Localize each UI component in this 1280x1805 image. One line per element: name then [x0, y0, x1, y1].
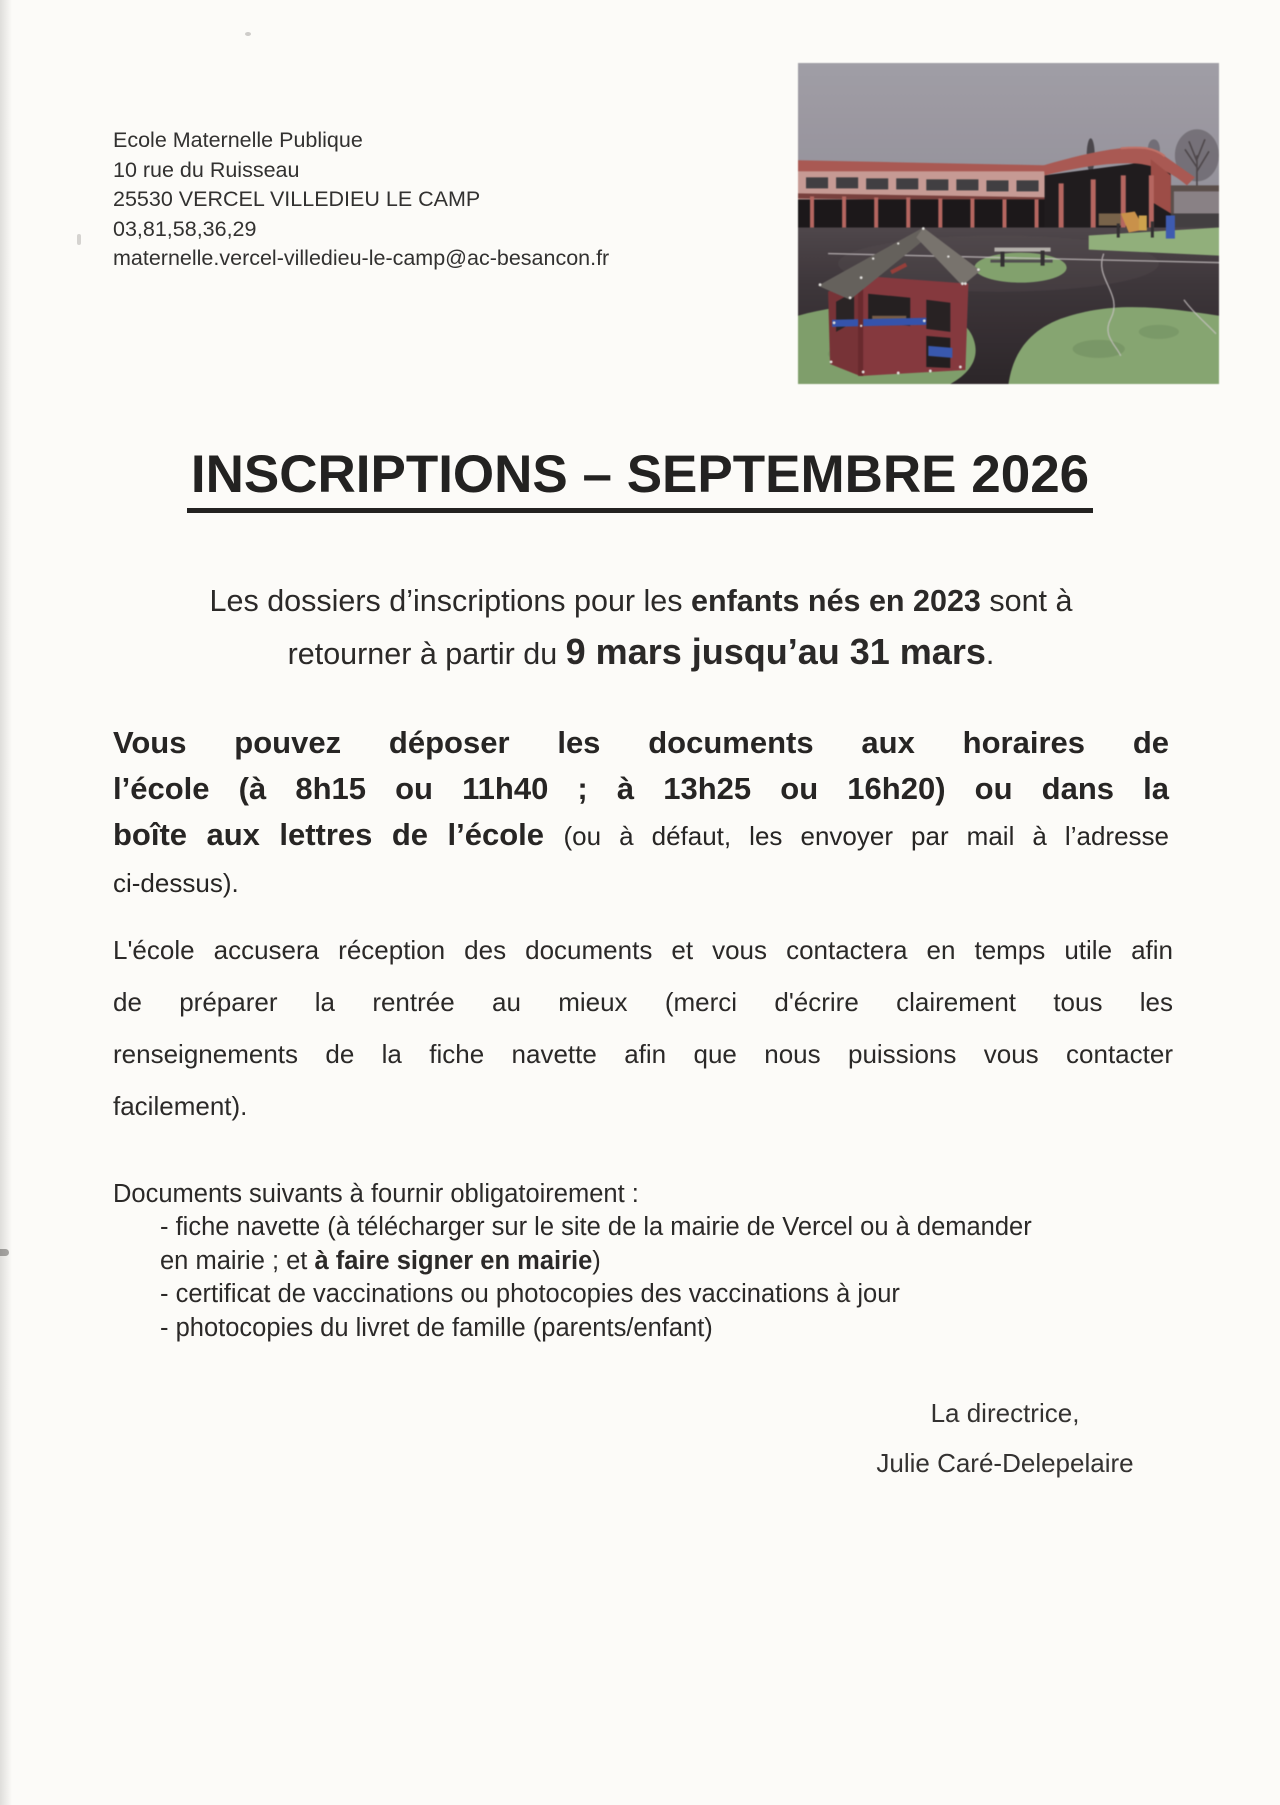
- school-building-left: [798, 160, 1049, 231]
- signature-role: La directrice,: [930, 1398, 1080, 1428]
- reception-line-4: facilement).: [113, 1091, 248, 1121]
- documents-section: [113, 1178, 1143, 1345]
- scan-speck: [77, 234, 81, 245]
- documents-item-fiche-line-2: en mairie ; et à faire signer en mairie): [160, 1246, 601, 1275]
- school-courtyard-photo: [798, 63, 1219, 384]
- address-street: 10 rue du Ruisseau: [113, 157, 300, 182]
- scan-edge-shadow: [0, 0, 12, 1805]
- school-name: Ecole Maternelle Publique: [113, 128, 363, 152]
- documents-item-livret: - photocopies du livret de famille (parents/enfant): [160, 1313, 713, 1342]
- signature-block: [785, 1398, 1225, 1479]
- documents-heading: Documents suivants à fournir obligatoirement :: [113, 1180, 639, 1208]
- documents-bold-signer-mairie: à faire signer en mairie: [314, 1246, 593, 1275]
- intro-bold-dates: 9 mars jusqu’au 31 mars: [565, 631, 986, 672]
- email-address: maternelle.vercel-villedieu-le-camp@ac-besancon.fr: [113, 246, 610, 270]
- deposit-line-1: Vous pouvez déposer les documents aux horaires de: [113, 725, 1169, 760]
- background-wall: [1174, 191, 1219, 215]
- signature-name: Julie Caré-Delepelaire: [876, 1448, 1134, 1478]
- reception-line-3: renseignements de la fiche navette afin que nous puissions vous contacter: [113, 1039, 1173, 1069]
- documents-item-fiche-line-1: - fiche navette (à télécharger sur le site de la mairie de Vercel ou à demander: [160, 1213, 1032, 1241]
- deposit-line-4: ci-dessus).: [113, 868, 239, 898]
- scan-speck: [0, 1249, 9, 1256]
- intro-bold-birthyear: enfants nés en 2023: [691, 584, 981, 618]
- intro-line-1: Les dossiers d’inscriptions pour les enfants nés en 2023 sont à: [209, 584, 1073, 618]
- document-title: INSCRIPTIONS – SEPTEMBRE 2026: [187, 444, 1093, 513]
- reception-paragraph: [113, 924, 1173, 1132]
- document-title-row: [0, 444, 1280, 513]
- reception-line-2: de préparer la rentrée au mieux (merci d'écrire clairement tous les: [113, 987, 1173, 1017]
- phone-number: 03,81,58,36,29: [113, 216, 257, 241]
- deposit-line-3: boîte aux lettres de l’école (ou à défaut, les envoyer par mail à l’adresse: [113, 817, 1169, 852]
- address-city: 25530 VERCEL VILLEDIEU LE CAMP: [113, 187, 481, 211]
- intro-paragraph: [113, 576, 1169, 680]
- school-courtyard-illustration: [798, 63, 1219, 384]
- intro-line-2: retourner à partir du 9 mars jusqu’au 31 mars.: [287, 631, 995, 672]
- deposit-line-2: l’école (à 8h15 ou 11h40 ; à 13h25 ou 16h20) ou dans la: [113, 771, 1169, 806]
- documents-item-vaccinations: - certificat de vaccinations ou photocopies des vaccinations à jour: [160, 1280, 900, 1308]
- letterhead: [113, 126, 609, 274]
- deposit-paragraph: [113, 720, 1169, 907]
- reception-line-1: L'école accusera réception des documents et vous contactera en temps utile afin: [113, 935, 1173, 965]
- scan-speck: [245, 32, 251, 36]
